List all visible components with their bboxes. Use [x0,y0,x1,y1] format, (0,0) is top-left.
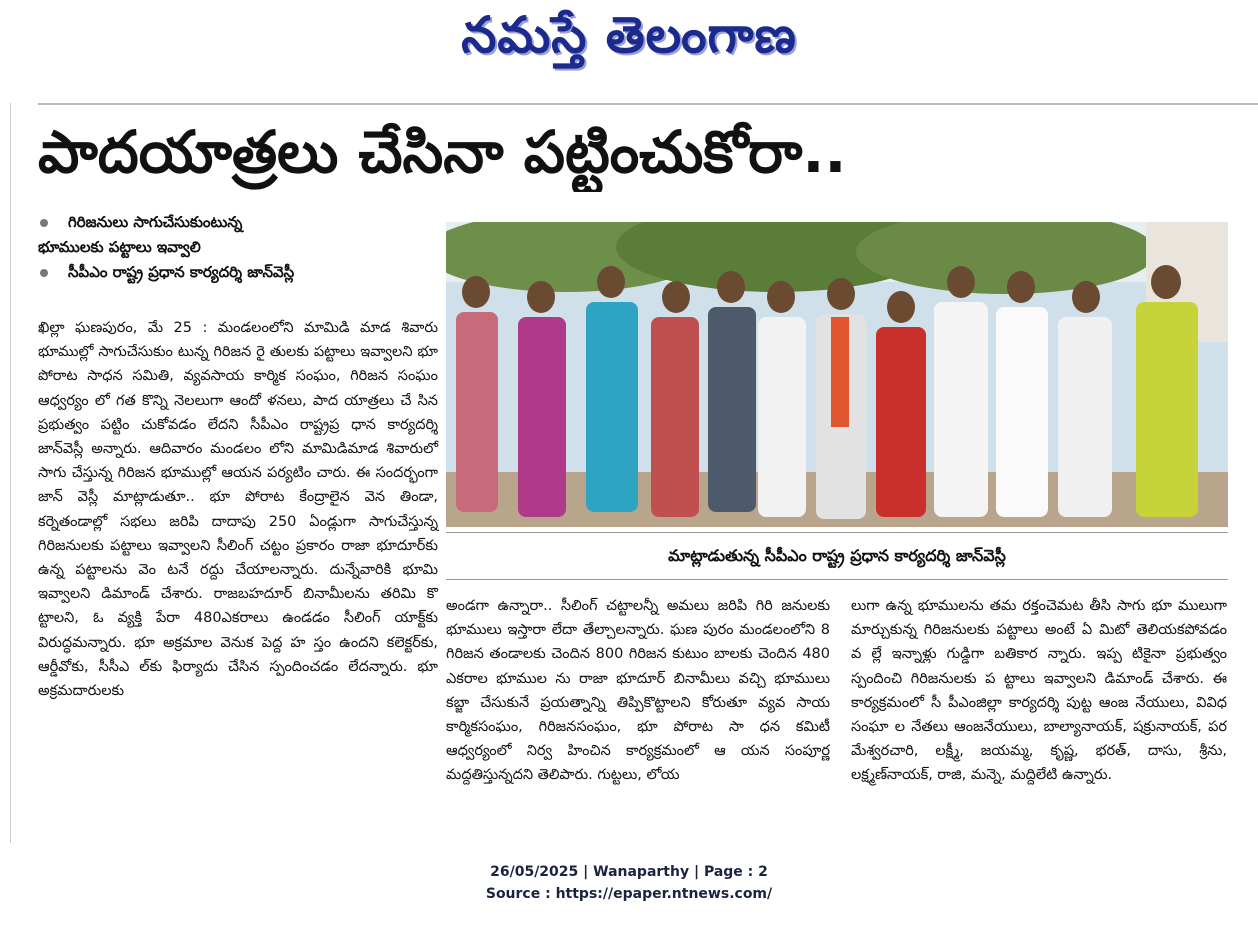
article-column-3: లుగా ఉన్న భూములను తమ రక్తంచెమట తీసి సాగు భూ ములుగా మార్చుకున్న గిరిజనులకు పట్టాలు అంటే ఏ మిటో తెలియకపోవడం వ ల్లే ఇన్నాళ్లు గుడ్డిగా బతికార న్నారు. ఇప్ప టికైనా ప్రభుత్వం స్పందించి గిరిజనులకు ప ట్టాలు ఇవ్వాలని డిమాండ్ చేశారు. ఈ కార్యక్రమంలో సీ పీఎంజిల్లా కార్యదర్శి పుట్ట ఆంజ నేయులు, వివిధ సంఘా ల నేతలు ఆంజనేయులు, బాల్యానాయక్, షక్రునాయక్, పర మేశ్వరచారి, లక్ష్మీ, జయమ్మ, కృష్ణ, భరత్, దాసు, శ్రీను, లక్ష్మణ్‌నాయక్, రాజి, మన్నె, మద్దిలేటి ఉన్నారు. [851,598,1227,784]
edition-info: 26/05/2025 | Wanaparthy | Page : 2 [490,864,768,880]
bullet-text: గిరిజనులు సాగుచేసుకుంటున్న [68,213,243,231]
bullet-item [38,210,438,235]
masthead [0,0,1258,80]
headline: పాదయాత్రలు చేసినా పట్టించుకోరా.. [38,118,847,186]
bullet-text: భూములకు పట్టాలు ఇవ్వాలి [38,238,201,256]
newspaper-title: నమస్తే తెలంగాణ [461,6,797,64]
bullet-item [38,260,438,285]
bullet-list [38,210,438,285]
bullet-text: సీపీఎం రాష్ట్ర ప్రధాన కార్యదర్శి జాన్‌వెస్లీ [68,263,295,281]
article-column-1: ఖిల్లా ఘణపురం, మే 25 : మండలంలోని మామిడి మాడ శివారు భూముల్లో సాగుచేసుకుం టున్న గిరిజన రై తులకు పట్టాలు ఇవ్వాలని భూ పోరాట సాధన సమితి, వ్యవసాయ కార్మిక సంఘం, గిరిజన సంఘం ఆధ్వర్యం లో గత కొన్ని నెలలుగా ఆందో ళనలు, పాద యాత్రలు చే సిన ప్రభుత్వం పట్టిం చుకోవడం లేదని సీపీఎం రాష్ట్రప్ర ధాన కార్యదర్శి జాన్‌వెస్లీ అన్నారు. ఆదివారం మండలం లోని మామిడిమాడ శివారులో సాగు చేస్తున్న గిరిజన భూముల్లో ఆయన పర్యటిం చారు. ఈ సందర్భంగా జాన్ వెస్లీ మాట్లాడుతూ.. భూ పోరాట కేంద్రాలైన వెన తిండా, కర్నెతండాల్లో సభలు జరిపి దాదాపు 250 ఏండ్లుగా సాగుచేస్తున్న గిరిజనులకు పట్టాలు ఇవ్వాలని సీలింగ్ చట్టం ప్రకారం రాజా భూదూర్‌కు ఉన్న పట్టాలను వెం టనే రద్దు చేయాలన్నారు. దున్నేవారికి భూమి ఇవ్వాలని డిమాండ్ చేశారు. రాజబహదూర్ బినామీలను తరిమి కొ ట్టాలని, ఓ వ్యక్తి పేరా 480ఎకరాలు ఉండడం సీలింగ్ యాక్ట్‌కు విరుద్ధమన్నారు. భూ అక్రమాల వెనుక పెద్ద హ స్తం ఉందని కలెక్టర్‌కు, ఆర్డీవోకు, సీసీఎ ల్‌కు ఫిర్యాదు చేసిన స్పందించడం లేదన్నారు. భూ అక్రమదారులకు [38,320,438,700]
bullet-icon [40,269,48,277]
bullet-icon [40,219,48,227]
source-link[interactable]: Source : https://epaper.ntnews.com/ [485,886,773,902]
news-photo [446,222,1228,527]
crowd-photo-illustration [446,222,1228,527]
article-column-2: అండగా ఉన్నారా.. సీలింగ్ చట్టాలన్నీ అమలు జరిపి గిరి జనులకు భూములు ఇస్తారా లేదా తేల్చాలన్నారు. ఘణ పురం మండలంలోని 8 గిరిజన తండాలకు చెందిన 800 గిరిజన కుటుం బాలకు చెందిన 480 ఎకరాల భూముల ను రాజా భూదూర్ బినామీలు వచ్చి భూములు కబ్జా చేసుకునే ప్రయత్నాన్ని తిప్పికొట్టాలని కోరుతూ వ్యవ సాయ కార్మికసంఘం, గిరిజనసంఘం, భూ పోరాట సా ధన కమిటీ ఆధ్వర్యంలో నిర్వ హించిన కార్యక్రమంలో ఆ యన సంపూర్ణ మద్దతిస్తున్నదని తెలిపారు. గుట్టలు, లోయ [446,598,830,784]
divider [10,103,11,843]
photo-caption: మాట్లాడుతున్న సీపీఎం రాష్ట్ర ప్రధాన కార్యదర్శి జాన్‌వెస్లీ [446,532,1228,580]
divider [38,103,1258,105]
bullet-item-continuation [38,235,438,260]
